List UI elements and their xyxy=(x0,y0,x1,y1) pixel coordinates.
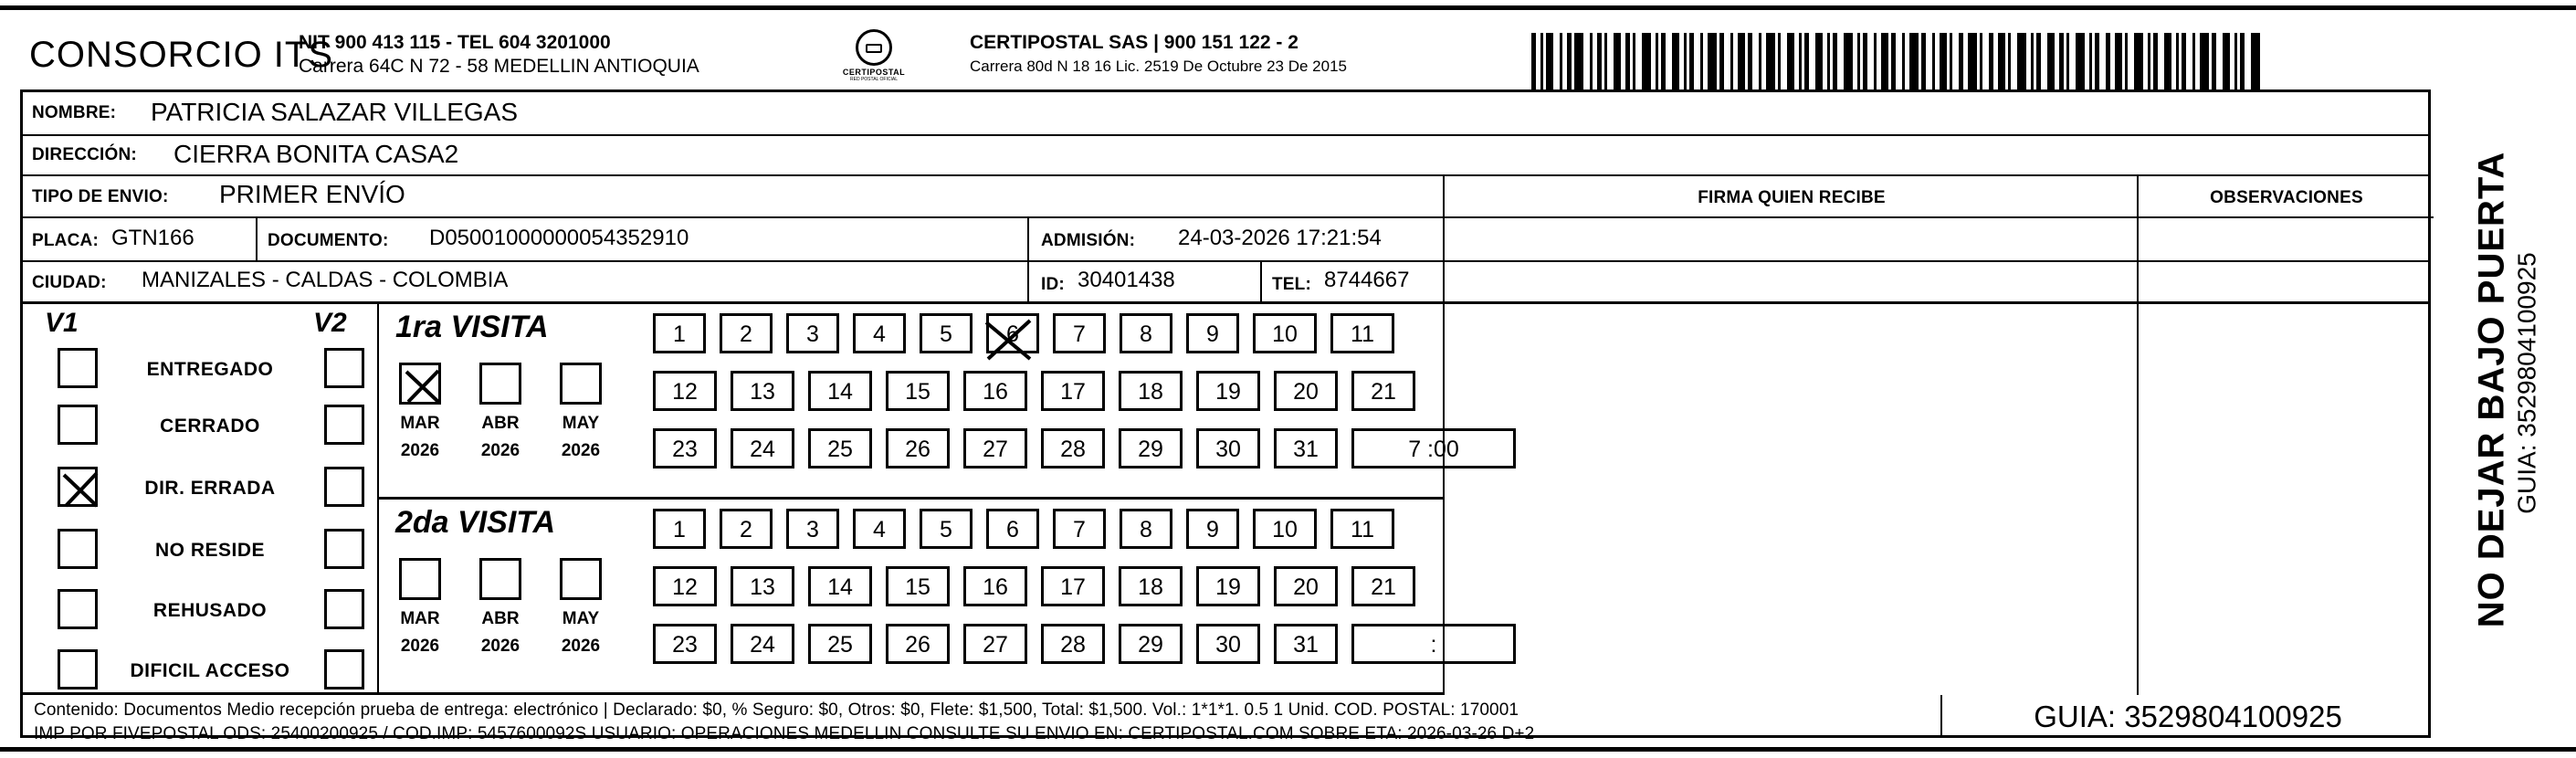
handwritten-day-mark xyxy=(977,315,1041,375)
divider-ciudad xyxy=(1027,262,1029,301)
day-box[interactable]: 17 xyxy=(1041,371,1105,411)
day-box[interactable]: 3 xyxy=(786,313,839,353)
header xyxy=(20,24,2476,86)
data-box xyxy=(20,89,2431,743)
day-box[interactable]: 17 xyxy=(1041,566,1105,606)
day-box[interactable]: 5 xyxy=(920,509,973,549)
v1-header: V1 xyxy=(45,308,79,338)
day-box[interactable]: 14 xyxy=(808,371,872,411)
month-box-mar-v1[interactable] xyxy=(399,363,441,405)
day-box[interactable]: 25 xyxy=(808,624,872,664)
day-box[interactable]: 4 xyxy=(853,313,906,353)
visita-2 xyxy=(379,500,1443,695)
day-box[interactable]: 5 xyxy=(920,313,973,353)
day-box[interactable]: 28 xyxy=(1041,624,1105,664)
visita-2-title: 2da VISITA xyxy=(395,505,556,540)
company-contact xyxy=(299,31,699,79)
month-label-abr-v2: ABR xyxy=(481,609,520,628)
day-box[interactable]: 2 xyxy=(720,509,773,549)
day-box[interactable]: 13 xyxy=(731,566,794,606)
causal-row-rehusado xyxy=(23,589,379,646)
side-guia-text: GUIA: 3529804100925 xyxy=(2512,252,2541,514)
signature-header-row xyxy=(1443,176,2434,218)
day-box[interactable]: 20 xyxy=(1274,566,1338,606)
direccion-value: CIERRA BONITA CASA2 xyxy=(173,140,459,168)
checkbox-v2-cerrado[interactable] xyxy=(324,405,364,445)
day-box[interactable]: 6 xyxy=(986,313,1039,353)
tipo-envio-value: PRIMER ENVÍO xyxy=(219,180,405,208)
day-box[interactable]: 20 xyxy=(1274,371,1338,411)
day-box[interactable]: 26 xyxy=(886,624,950,664)
month-box-abr-v1[interactable] xyxy=(479,363,521,405)
checkbox-v2-dificil-acceso[interactable] xyxy=(324,649,364,690)
checkbox-v1-cerrado[interactable] xyxy=(58,405,98,445)
day-box[interactable]: 11 xyxy=(1330,509,1394,549)
month-label-may-v1: MAY xyxy=(562,414,600,433)
day-box[interactable]: 12 xyxy=(653,371,717,411)
day-box[interactable]: 21 xyxy=(1351,566,1415,606)
causales-column xyxy=(23,304,379,695)
month-box-abr-v2[interactable] xyxy=(479,558,521,600)
day-box[interactable]: 8 xyxy=(1120,313,1172,353)
day-box[interactable]: 28 xyxy=(1041,428,1105,468)
day-box[interactable]: 11 xyxy=(1330,313,1394,353)
tel-value: 8744667 xyxy=(1324,268,1410,292)
documento-value: D05001000000054352910 xyxy=(429,226,689,250)
day-box[interactable]: 24 xyxy=(731,428,794,468)
admision-value: 24-03-2026 17:21:54 xyxy=(1178,226,1382,250)
year-label-mar-v1: 2026 xyxy=(400,441,440,460)
day-box[interactable]: 1 xyxy=(653,313,706,353)
causal-label-entregado: ENTREGADO xyxy=(146,359,274,380)
checkbox-v1-entregado[interactable] xyxy=(58,348,98,388)
day-box[interactable]: 7 xyxy=(1053,509,1106,549)
day-box[interactable]: 6 xyxy=(986,509,1039,549)
x-mark-icon xyxy=(977,315,1041,366)
day-box[interactable]: 12 xyxy=(653,566,717,606)
day-box[interactable]: 29 xyxy=(1119,428,1183,468)
bottom-rule xyxy=(0,747,2576,752)
observaciones-header-label: OBSERVACIONES xyxy=(2210,188,2363,207)
causal-row-entregado xyxy=(23,348,379,405)
causal-label-rehusado: REHUSADO xyxy=(152,600,268,621)
id-label: ID: xyxy=(1041,275,1065,294)
day-box[interactable]: 19 xyxy=(1196,371,1260,411)
checkbox-v2-entregado[interactable] xyxy=(324,348,364,388)
ciudad-label: CIUDAD: xyxy=(32,273,107,292)
causal-label-dir-errada: DIR. ERRADA xyxy=(144,478,276,499)
x-mark-icon xyxy=(60,469,100,510)
day-box[interactable]: 23 xyxy=(653,428,717,468)
barcode xyxy=(1531,33,2271,89)
tel-label: TEL: xyxy=(1272,275,1312,294)
day-box[interactable]: 26 xyxy=(886,428,950,468)
day-box[interactable]: 13 xyxy=(731,371,794,411)
divider-documento xyxy=(1027,218,1029,260)
month-box-mar-v2[interactable] xyxy=(399,558,441,600)
operator-name-line: CERTIPOSTAL SAS | 900 151 122 - 2 xyxy=(970,32,1299,53)
footer-line-1: Contenido: Documentos Medio recepción prueba de entrega: electrónico | Declarado: $0, % Seguro: $0, Otros: $0, Flete: $1,500, Total: $1,500. Vol.: 1*1*1. 0.5 1 Unid. COD. POSTAL: 170001 xyxy=(34,700,1519,720)
v2-header: V2 xyxy=(313,308,347,338)
nombre-label: NOMBRE: xyxy=(32,103,117,122)
causal-row-cerrado xyxy=(23,405,379,461)
day-box[interactable]: 15 xyxy=(886,371,950,411)
causal-row-dir-errada xyxy=(23,467,379,523)
footer xyxy=(23,695,2428,743)
day-box[interactable]: 24 xyxy=(731,624,794,664)
certipostal-logo xyxy=(824,29,924,82)
day-box[interactable]: 14 xyxy=(808,566,872,606)
time-box-v1[interactable]: 7 :00 xyxy=(1351,428,1516,468)
day-box[interactable]: 30 xyxy=(1196,624,1260,664)
causal-label-no-reside: NO RESIDE xyxy=(154,540,266,561)
causal-label-cerrado: CERRADO xyxy=(160,416,260,437)
checkbox-v1-dificil-acceso[interactable] xyxy=(58,649,98,690)
logo-name: CERTIPOSTAL xyxy=(842,68,906,77)
admision-label: ADMISIÓN: xyxy=(1041,231,1136,250)
logo-subtitle: RED POSTAL OFICIAL xyxy=(850,77,898,82)
day-box[interactable]: 16 xyxy=(963,371,1027,411)
footer-line-2: IMP POR FIVEPOSTAL ODS: 25400200925 / COD.IMP: 5457600092S USUARIO: OPERACIONES MEDELLIN CONSULTE SU ENVIO EN: CERTIPOSTAL.COM SOBRE ETA: 2026-03-26 D+2 xyxy=(34,724,1535,743)
day-box[interactable]: 21 xyxy=(1351,371,1415,411)
row-direccion xyxy=(23,136,2428,176)
year-label-may-v1: 2026 xyxy=(561,441,601,460)
checkbox-v2-rehusado[interactable] xyxy=(324,589,364,629)
top-rule xyxy=(0,5,2576,10)
operator-info xyxy=(970,31,1347,79)
placa-value: GTN166 xyxy=(111,226,195,250)
year-label-abr-v1: 2026 xyxy=(480,441,520,460)
year-label-may-v2: 2026 xyxy=(561,637,601,656)
day-box[interactable]: 23 xyxy=(653,624,717,664)
direccion-label: DIRECCIÓN: xyxy=(32,145,137,164)
checkbox-v1-rehusado[interactable] xyxy=(58,589,98,629)
causal-row-no-reside xyxy=(23,529,379,585)
no-dejar-bajo-puerta-text: NO DEJAR BAJO PUERTA xyxy=(2471,151,2512,628)
month-label-mar-v2: MAR xyxy=(400,609,440,628)
day-box[interactable]: 9 xyxy=(1186,313,1239,353)
side-strip xyxy=(2447,89,2566,738)
day-box[interactable]: 16 xyxy=(963,566,1027,606)
nombre-value: PATRICIA SALAZAR VILLEGAS xyxy=(151,98,518,126)
causal-label-dificil-acceso: DIFICIL ACCESO xyxy=(130,660,290,681)
company-name: CONSORCIO ITS xyxy=(29,35,334,75)
month-label-may-v2: MAY xyxy=(562,609,600,628)
x-mark-icon xyxy=(402,365,444,407)
year-label-abr-v2: 2026 xyxy=(480,637,520,656)
row-nombre xyxy=(23,92,2428,136)
day-box[interactable]: 18 xyxy=(1119,371,1183,411)
year-label-mar-v2: 2026 xyxy=(400,637,440,656)
month-box-may-v2[interactable] xyxy=(560,558,602,600)
visita-1 xyxy=(379,304,1459,500)
day-box[interactable]: 27 xyxy=(963,428,1027,468)
day-box[interactable]: 9 xyxy=(1186,509,1239,549)
guia-label: GUIA: 3529804100925 xyxy=(2034,699,2342,733)
mailbox-icon xyxy=(856,29,892,66)
day-box[interactable]: 25 xyxy=(808,428,872,468)
day-box[interactable]: 10 xyxy=(1253,313,1317,353)
day-box[interactable]: 3 xyxy=(786,509,839,549)
day-box[interactable]: 7 xyxy=(1053,313,1106,353)
visita-1-title: 1ra VISITA xyxy=(395,310,549,344)
day-box[interactable]: 27 xyxy=(963,624,1027,664)
day-box[interactable]: 29 xyxy=(1119,624,1183,664)
checkbox-v1-no-reside[interactable] xyxy=(58,529,98,569)
visit-zone xyxy=(23,304,1459,695)
checkbox-v2-no-reside[interactable] xyxy=(324,529,364,569)
side-strip-text xyxy=(2472,66,2542,714)
day-box[interactable]: 10 xyxy=(1253,509,1317,549)
company-address-line: Carrera 64C N 72 - 58 MEDELLIN ANTIOQUIA xyxy=(299,56,699,77)
company-nit-line: NIT 900 413 115 - TEL 604 3201000 xyxy=(299,32,611,53)
day-box[interactable]: 31 xyxy=(1274,624,1338,664)
id-value: 30401438 xyxy=(1078,268,1175,292)
day-box[interactable]: 30 xyxy=(1196,428,1260,468)
day-box[interactable]: 18 xyxy=(1119,566,1183,606)
day-box[interactable]: 15 xyxy=(886,566,950,606)
signature-area[interactable] xyxy=(1443,218,2434,695)
ciudad-value: MANIZALES - CALDAS - COLOMBIA xyxy=(142,268,509,292)
month-label-abr-v1: ABR xyxy=(481,414,520,433)
tipo-envio-label: TIPO DE ENVIO: xyxy=(32,187,169,206)
operator-license-line: Carrera 80d N 18 16 Lic. 2519 De Octubre 23 De 2015 xyxy=(970,58,1347,75)
checkbox-v1-dir-errada[interactable] xyxy=(58,467,98,507)
footer-text xyxy=(34,699,1534,746)
day-box[interactable]: 19 xyxy=(1196,566,1260,606)
month-box-may-v1[interactable] xyxy=(560,363,602,405)
divider-observaciones xyxy=(2137,176,2139,695)
day-box[interactable]: 8 xyxy=(1120,509,1172,549)
divider-placa xyxy=(256,218,258,260)
checkbox-v2-dir-errada[interactable] xyxy=(324,467,364,507)
documento-label: DOCUMENTO: xyxy=(268,231,389,250)
guia-box xyxy=(1940,695,2434,738)
month-label-mar-v1: MAR xyxy=(400,414,440,433)
day-box[interactable]: 31 xyxy=(1274,428,1338,468)
day-box[interactable]: 1 xyxy=(653,509,706,549)
firma-header-label: FIRMA QUIEN RECIBE xyxy=(1698,188,1886,207)
placa-label: PLACA: xyxy=(32,231,99,250)
time-box-v2[interactable]: : xyxy=(1351,624,1516,664)
day-box[interactable]: 4 xyxy=(853,509,906,549)
divider-id xyxy=(1260,262,1262,301)
day-box[interactable]: 2 xyxy=(720,313,773,353)
